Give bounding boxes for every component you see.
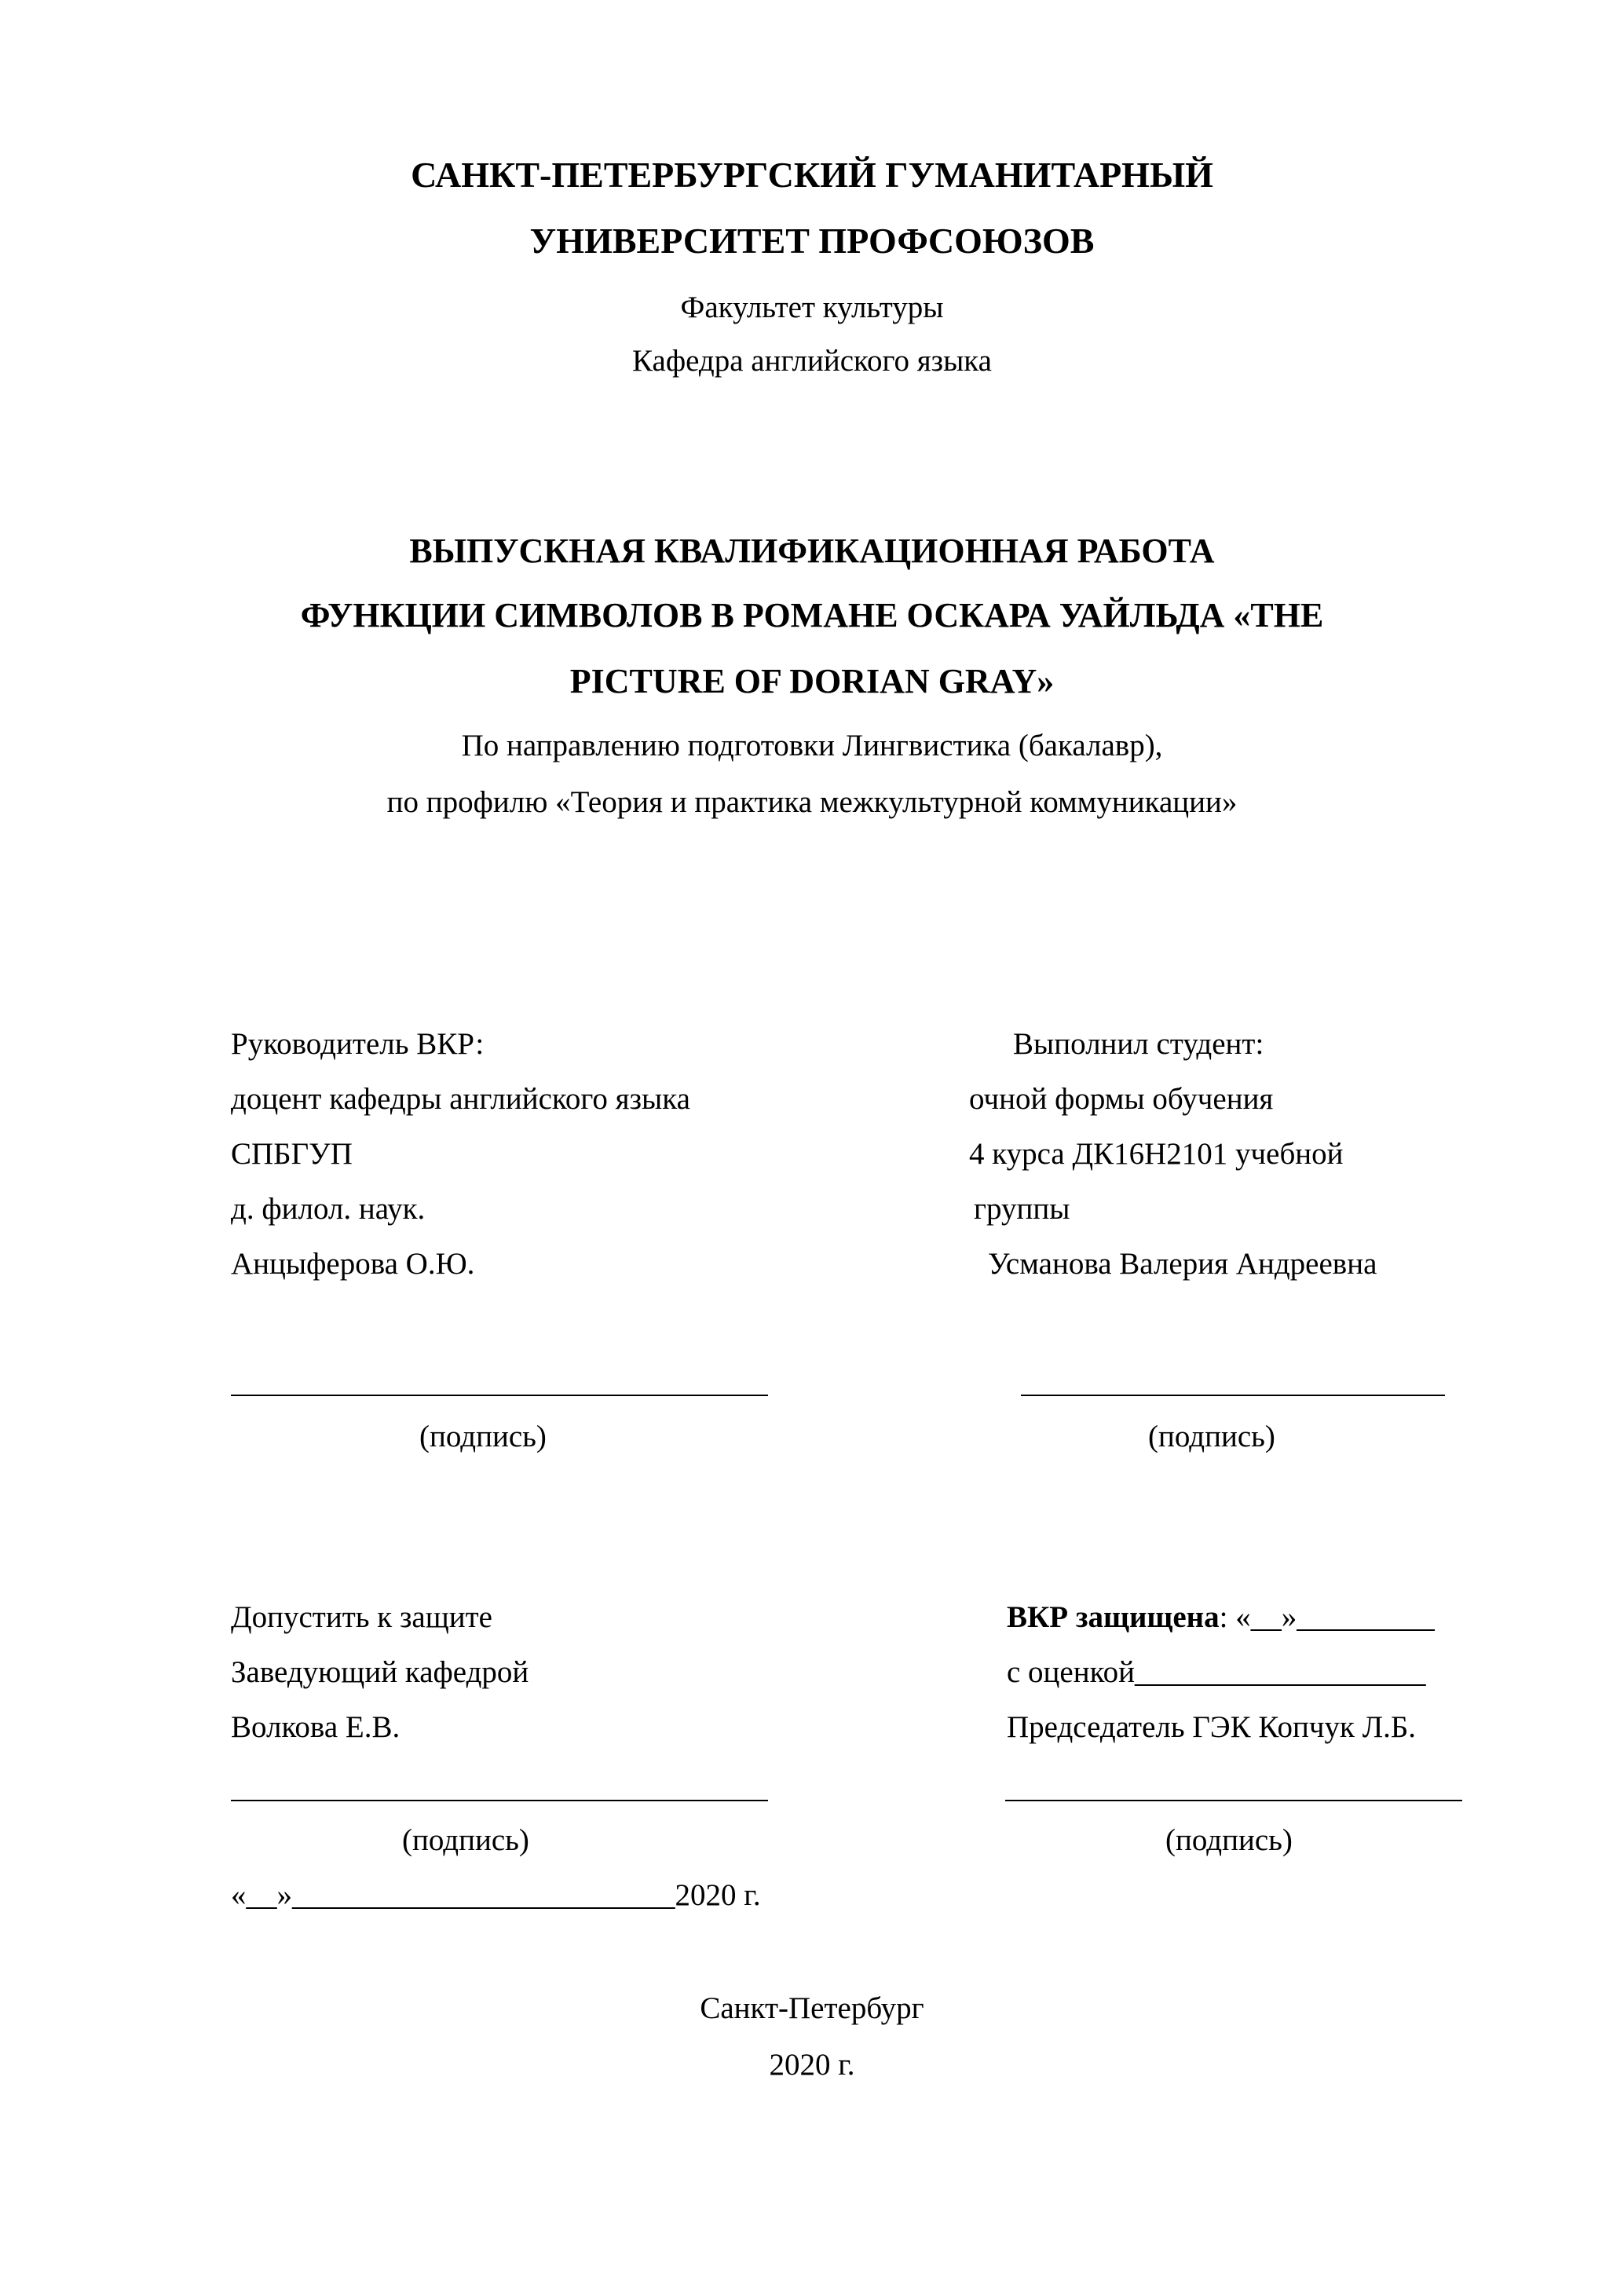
student-label: Выполнил студент: bbox=[1013, 1027, 1264, 1061]
department-head-signature-line bbox=[231, 1800, 768, 1801]
chairman-signature-line bbox=[1005, 1800, 1462, 1801]
admission-date bbox=[231, 1880, 761, 1910]
student-name: Усманова Валерия Андреевна bbox=[988, 1247, 1377, 1281]
department-head-signature-caption: (подпись) bbox=[402, 1823, 529, 1857]
supervisor-signature-line bbox=[231, 1395, 768, 1396]
topic-title-line1: ФУНКЦИИ СИМВОЛОВ В РОМАНЕ ОСКАРА УАЙЛЬДА «THE bbox=[300, 596, 1324, 634]
supervisor-degree: д. филол. наук. bbox=[231, 1192, 426, 1226]
supervisor-label: Руководитель ВКР: bbox=[231, 1027, 485, 1061]
commission-chairman: Председатель ГЭК Копчук Л.Б. bbox=[1007, 1710, 1417, 1744]
department-name: Кафедра английского языка bbox=[632, 344, 992, 378]
defense-date-field: : «__»_________ bbox=[1219, 1600, 1435, 1634]
study-profile: по профилю «Теория и практика межкультурной коммуникации» bbox=[386, 785, 1238, 819]
supervisor-org: СПБГУП bbox=[231, 1137, 353, 1171]
defense-label: ВКР защищена bbox=[1007, 1600, 1220, 1634]
faculty-name: Факультет культуры bbox=[680, 291, 944, 324]
supervisor-position: доцент кафедры английского языка bbox=[231, 1082, 690, 1116]
department-head-name: Волкова Е.В. bbox=[231, 1710, 401, 1744]
student-signature-caption: (подпись) bbox=[1148, 1420, 1275, 1453]
chairman-signature-caption: (подпись) bbox=[1165, 1823, 1293, 1857]
topic-title-line2: PICTURE OF DORIAN GRAY» bbox=[569, 662, 1055, 700]
admission-date-year: 2020 г. bbox=[675, 1878, 761, 1912]
footer-year: 2020 г. bbox=[769, 2048, 855, 2082]
defense-grade: с оценкой___________________ bbox=[1007, 1655, 1426, 1689]
student-study-form: очной формы обучения bbox=[969, 1082, 1274, 1116]
university-name-line2: УНИВЕРСИТЕТ ПРОФСОЮЗОВ bbox=[529, 221, 1095, 261]
student-course: 4 курса ДК16Н2101 учебной bbox=[969, 1137, 1344, 1171]
department-head-title: Заведующий кафедрой bbox=[231, 1655, 529, 1689]
admission-label: Допустить к защите bbox=[231, 1600, 492, 1634]
admission-date-day: «__» bbox=[231, 1878, 292, 1912]
defense-status bbox=[1007, 1602, 1435, 1632]
supervisor-name: Анцыферова О.Ю. bbox=[231, 1247, 475, 1281]
student-group: группы bbox=[974, 1192, 1070, 1226]
admission-date-line: _________________________ bbox=[292, 1878, 675, 1912]
university-name-line1: САНКТ-ПЕТЕРБУРГСКИЙ ГУМАНИТАРНЫЙ bbox=[411, 155, 1213, 195]
student-signature-line bbox=[1021, 1395, 1445, 1396]
study-direction: По направлению подготовки Лингвистика (бакалавр), bbox=[461, 729, 1163, 762]
work-type-title: ВЫПУСКНАЯ КВАЛИФИКАЦИОННАЯ РАБОТА bbox=[409, 532, 1215, 570]
supervisor-signature-caption: (подпись) bbox=[419, 1420, 547, 1453]
footer-city: Санкт-Петербург bbox=[700, 1991, 924, 2025]
